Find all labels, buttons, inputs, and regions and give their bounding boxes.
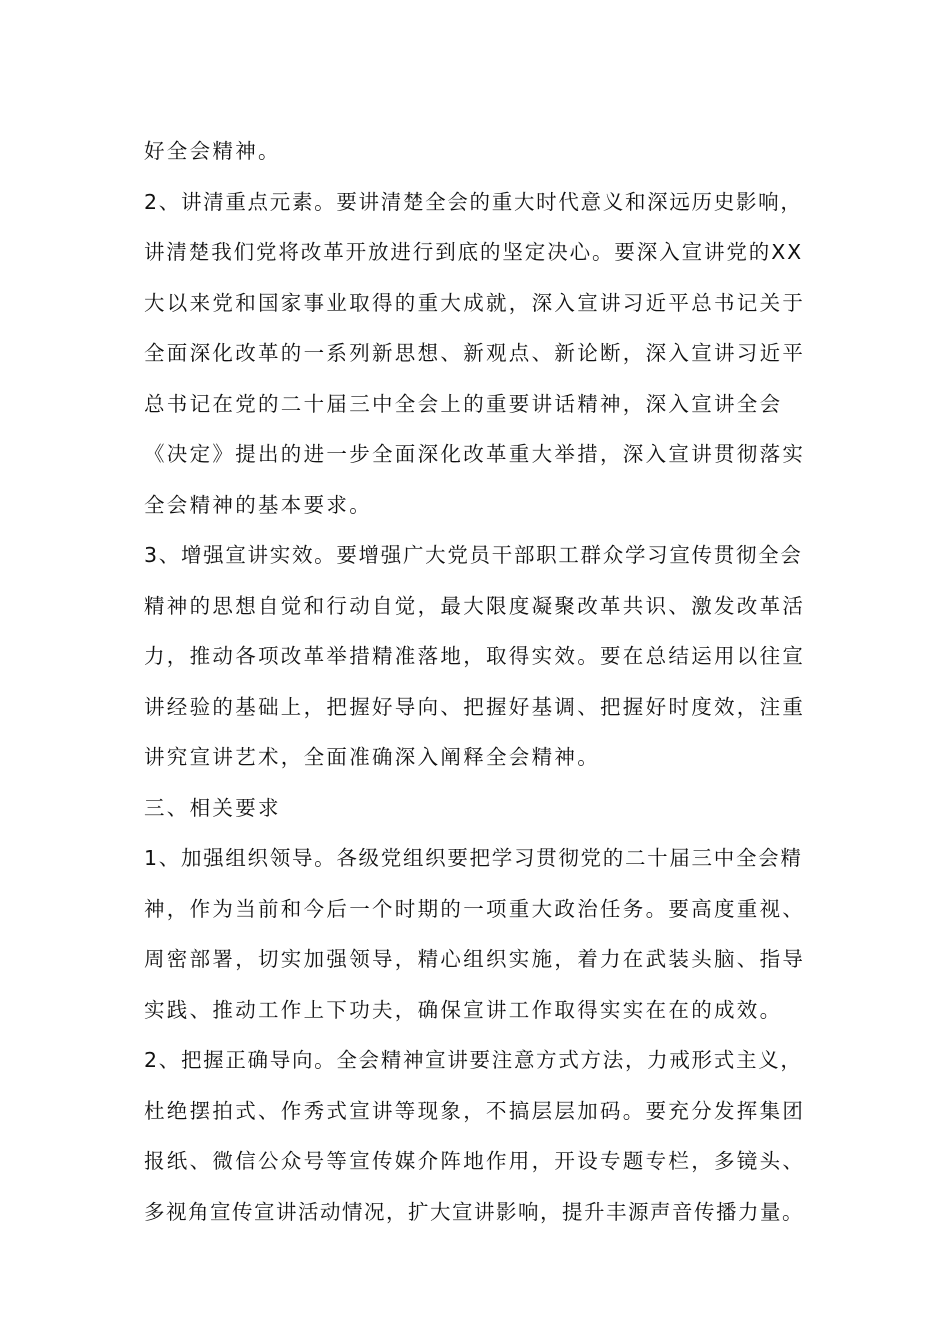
paragraph	[144, 833, 808, 1035]
text-line: 好全会精神。	[144, 139, 281, 163]
paragraph	[144, 177, 808, 531]
document-body	[144, 126, 808, 1237]
text-line: 3、增强宣讲实效。要增强广大党员干部职工群众学习宣传贯彻全会	[144, 543, 803, 567]
text-line: 全会精神的基本要求。	[144, 492, 372, 517]
text-line: 神，作为当前和今后一个时期的一项重大政治任务。要高度重视、	[144, 896, 806, 921]
paragraph	[144, 1035, 808, 1237]
paragraph	[144, 126, 808, 177]
text-line: 讲经验的基础上，把握好导向、把握好基调、把握好时度效，注重	[144, 694, 806, 719]
text-line: 全面深化改革的一系列新思想、新观点、新论断，深入宣讲习近平	[144, 341, 806, 365]
text-line: 多视角宣传宣讲活动情况，扩大宣讲影响，提升丰源声音传播力量。	[144, 1199, 804, 1224]
paragraph	[144, 530, 808, 783]
text-line: 讲清楚我们党将改革开放进行到底的坚定决心。要深入宣讲党的XX	[144, 240, 804, 264]
text-line: 讲究宣讲艺术，全面准确深入阐释全会精神。	[144, 745, 600, 769]
text-line: 总书记在党的二十届三中全会上的重要讲话精神，深入宣讲全会	[144, 391, 783, 416]
text-line: 报纸、微信公众号等宣传媒介阵地作用，开设专题专栏，多镜头、	[144, 1149, 806, 1173]
text-line: 力，推动各项改革举措精准落地，取得实效。要在总结运用以往宣	[144, 644, 806, 668]
text-line: 实践、推动工作上下功夫，确保宣讲工作取得实实在在的成效。	[144, 997, 783, 1022]
text-line: 精神的思想自觉和行动自觉，最大限度凝聚改革共识、激发改革活	[144, 593, 806, 618]
text-line: 1、加强组织领导。各级党组织要把学习贯彻党的二十届三中全会精	[144, 846, 803, 870]
text-line: 2、讲清重点元素。要讲清楚全会的重大时代意义和深远历史影响，	[144, 189, 803, 214]
text-line: 《决定》提出的进一步全面深化改革重大举措，深入宣讲贯彻落实	[144, 442, 806, 466]
text-line: 杜绝摆拍式、作秀式宣讲等现象，不搞层层加码。要充分发挥集团	[144, 1098, 806, 1123]
text-line: 大以来党和国家事业取得的重大成就，深入宣讲习近平总书记关于	[144, 290, 806, 315]
text-line: 周密部署，切实加强领导，精心组织实施，着力在武装头脑、指导	[144, 947, 806, 971]
text-line: 2、把握正确导向。全会精神宣讲要注意方式方法，力戒形式主义，	[144, 1048, 803, 1072]
section-heading	[144, 783, 808, 834]
text-line: 三、相关要求	[144, 795, 281, 820]
